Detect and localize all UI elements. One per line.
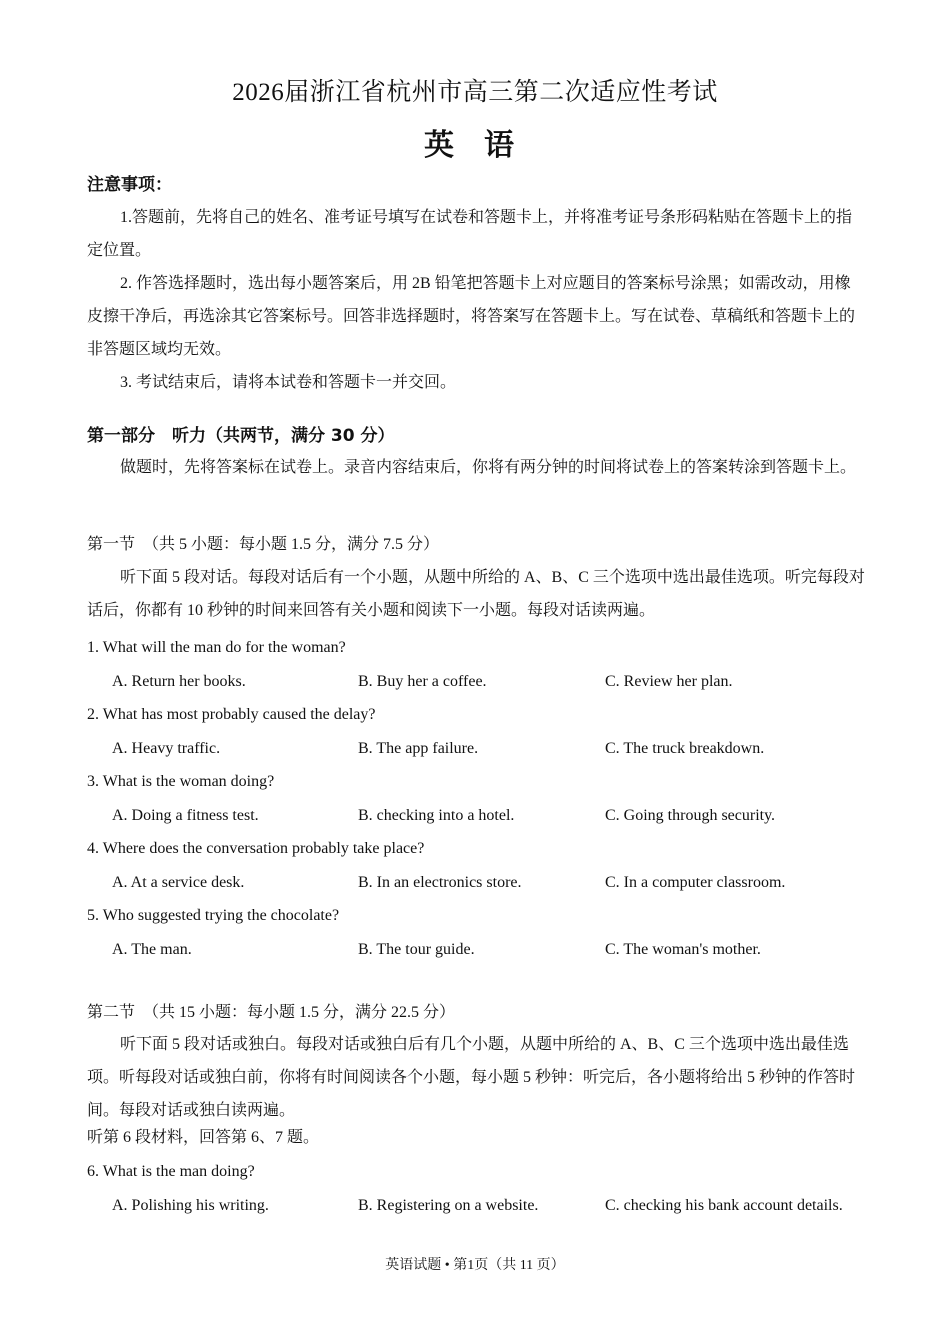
notice-item-2: 2. 作答选择题时，选出每小题答案后，用 2B 铅笔把答题卡上对应题目的答案标号涂黑；如需改动，用橡皮擦干净后，再选涂其它答案标号。回答非选择题时，将答案写在答题卡上。写在试卷、草稿纸和答题卡上的非答题区域均无效。 <box>87 275 856 358</box>
question-5: 5. Who suggested trying the chocolate? <box>87 907 340 924</box>
page-footer: 英语试题 • 第1页（共 11 页） <box>385 1258 565 1273</box>
section2-material: 听第 6 段材料，回答第 6、7 题。 <box>87 1129 320 1146</box>
q4-option-c: C. In a computer classroom. <box>605 874 786 891</box>
section2-intro: 听下面 5 段对话或独白。每段对话或独白后有几个小题，从题中所给的 A、B、C 三个选项中选出最佳选项。听每段对话或独白前，你将有时间阅读各个小题，每小题 5 秒钟：听完后，各小题将给出 5 秒钟的作答时间。每段对话或独白读两遍。 <box>87 1036 856 1119</box>
question-6: 6. What is the man doing? <box>87 1163 255 1180</box>
q5-option-a: A. The man. <box>112 941 192 958</box>
question-3: 3. What is the woman doing? <box>87 773 275 790</box>
question-4: 4. Where does the conversation probably take place? <box>87 840 425 857</box>
q6-option-c: C. checking his bank account details. <box>605 1197 843 1214</box>
q3-option-c: C. Going through security. <box>605 807 776 824</box>
part1-heading: 第一部分 听力（共两节，满分 30 分） <box>87 426 395 446</box>
q3-option-a: A. Doing a fitness test. <box>112 807 259 824</box>
q2-option-a: A. Heavy traffic. <box>112 740 221 757</box>
q1-option-b: B. Buy her a coffee. <box>358 673 487 690</box>
q5-option-b: B. The tour guide. <box>358 941 475 958</box>
notice-item-3: 3. 考试结束后，请将本试卷和答题卡一并交回。 <box>120 374 457 391</box>
notice-item-1: 1.答题前，先将自己的姓名、准考证号填写在试卷和答题卡上，并将准考证号条形码粘贴在答题卡上的指定位置。 <box>87 209 853 259</box>
part1-intro: 做题时，先将答案标在试卷上。录音内容结束后，你将有两分钟的时间将试卷上的答案转涂到答题卡上。 <box>120 459 857 476</box>
q6-option-b: B. Registering on a website. <box>358 1197 539 1214</box>
subject-title: 英语 <box>424 128 544 163</box>
section1-intro: 听下面 5 段对话。每段对话后有一个小题，从题中所给的 A、B、C 三个选项中选出最佳选项。听完每段对话后，你都有 10 秒钟的时间来回答有关小题和阅读下一小题。每段对话读两遍。 <box>87 569 865 619</box>
q4-option-a: A. At a service desk. <box>112 874 245 891</box>
exam-title: 2026届浙江省杭州市高三第二次适应性考试 <box>232 79 718 106</box>
q3-option-b: B. checking into a hotel. <box>358 807 515 824</box>
question-1: 1. What will the man do for the woman? <box>87 639 346 656</box>
notice-heading: 注意事项： <box>87 175 172 195</box>
q4-option-b: B. In an electronics store. <box>358 874 522 891</box>
question-2: 2. What has most probably caused the delay? <box>87 706 376 723</box>
q5-option-c: C. The woman's mother. <box>605 941 761 958</box>
q6-option-a: A. Polishing his writing. <box>112 1197 269 1214</box>
section1-heading: 第一节 （共 5 小题：每小题 1.5 分，满分 7.5 分） <box>87 536 440 553</box>
q2-option-b: B. The app failure. <box>358 740 479 757</box>
q1-option-a: A. Return her books. <box>112 673 246 690</box>
q1-option-c: C. Review her plan. <box>605 673 733 690</box>
notice-section <box>87 172 865 198</box>
section2-heading: 第二节 （共 15 小题：每小题 1.5 分，满分 22.5 分） <box>87 1004 456 1021</box>
q2-option-c: C. The truck breakdown. <box>605 740 765 757</box>
